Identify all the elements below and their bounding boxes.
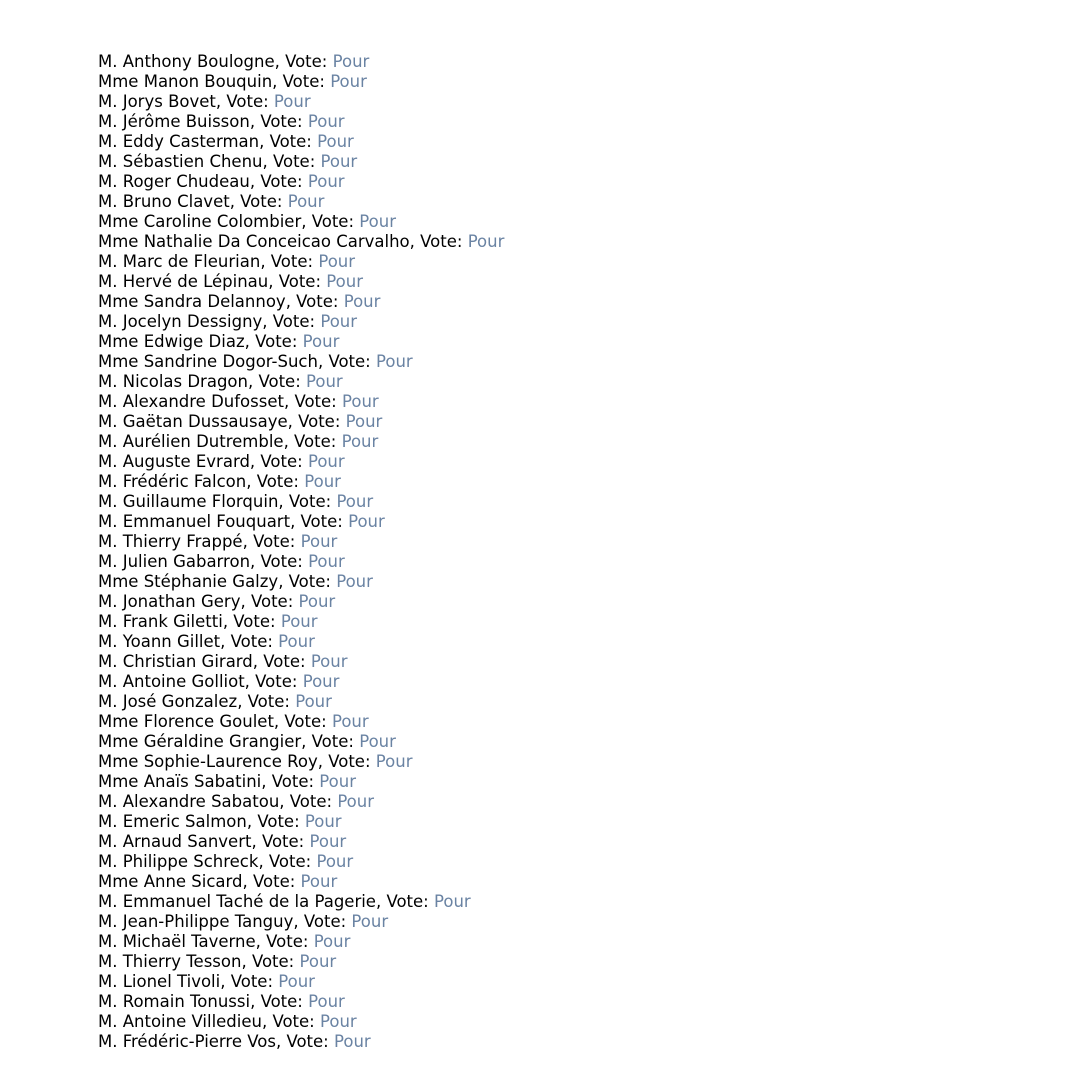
vote-row (98, 772, 504, 792)
vote-row (98, 472, 504, 492)
vote-label: , Vote: (285, 292, 344, 311)
vote-value: Pour (332, 52, 370, 71)
vote-label: , Vote: (259, 132, 318, 151)
vote-label: , Vote: (258, 852, 317, 871)
vote-row (98, 172, 504, 192)
vote-row (98, 132, 504, 152)
vote-label: , Vote: (273, 712, 332, 731)
vote-row (98, 912, 504, 932)
deputy-name: M. Emmanuel Fouquart (98, 512, 291, 531)
vote-label: , Vote: (246, 472, 305, 491)
deputy-name: M. Romain Tonussi (98, 992, 251, 1011)
deputy-name: M. Gaëtan Dussausaye (98, 412, 288, 431)
vote-row (98, 492, 504, 512)
vote-label: , Vote: (241, 952, 300, 971)
vote-value: Pour (300, 872, 338, 891)
vote-label: , Vote: (250, 552, 309, 571)
vote-row (98, 512, 504, 532)
vote-row (98, 152, 504, 172)
vote-value: Pour (313, 932, 351, 951)
deputy-name: M. Bruno Clavet (98, 192, 230, 211)
vote-label: , Vote: (249, 112, 308, 131)
deputy-name: Mme Géraldine Grangier (98, 732, 302, 751)
vote-value: Pour (359, 732, 396, 751)
vote-value: Pour (318, 252, 356, 271)
deputy-name: M. Auguste Evrard (98, 452, 250, 471)
vote-row (98, 672, 504, 692)
vote-value: Pour (343, 292, 381, 311)
vote-label: , Vote: (220, 972, 279, 991)
deputy-name: M. Aurélien Dutremble (98, 432, 284, 451)
deputy-name: Mme Sandra Delannoy (98, 292, 286, 311)
vote-label: , Vote: (242, 872, 301, 891)
vote-row (98, 412, 504, 432)
deputy-name: Mme Sandrine Dogor-Such (98, 352, 318, 371)
deputy-name: M. Arnaud Sanvert (98, 832, 252, 851)
vote-row (98, 572, 504, 592)
vote-label: , Vote: (375, 892, 434, 911)
vote-label: , Vote: (220, 632, 279, 651)
vote-value: Pour (309, 832, 347, 851)
vote-label: , Vote: (287, 412, 346, 431)
vote-label: , Vote: (246, 812, 305, 831)
deputy-name: M. Michaël Taverne (98, 932, 256, 951)
deputy-name: M. Hervé de Lépinau (98, 272, 269, 291)
vote-row (98, 532, 504, 552)
vote-value: Pour (467, 232, 505, 251)
vote-row (98, 232, 504, 252)
vote-row (98, 872, 504, 892)
vote-value: Pour (278, 972, 315, 991)
deputy-name: M. Anthony Boulogne (98, 52, 275, 71)
vote-label: , Vote: (293, 912, 352, 931)
vote-label: , Vote: (249, 452, 308, 471)
vote-row (98, 372, 504, 392)
vote-value: Pour (376, 352, 413, 371)
vote-label: , Vote: (268, 272, 327, 291)
vote-label: , Vote: (244, 672, 303, 691)
vote-row (98, 252, 504, 272)
vote-row (98, 632, 504, 652)
vote-value: Pour (331, 712, 369, 731)
vote-label: , Vote: (317, 752, 376, 771)
vote-label: , Vote: (279, 792, 338, 811)
deputy-name: Mme Edwige Diaz (98, 332, 245, 351)
deputy-name: M. Alexandre Dufosset (98, 392, 284, 411)
vote-label: , Vote: (301, 732, 360, 751)
vote-value: Pour (295, 692, 332, 711)
deputy-name: Mme Nathalie Da Conceicao Carvalho (98, 232, 410, 251)
vote-value: Pour (302, 332, 340, 351)
vote-value: Pour (304, 812, 342, 831)
deputy-name: M. Emmanuel Taché de la Pagerie (98, 892, 376, 911)
vote-label: , Vote: (261, 1012, 320, 1031)
vote-value: Pour (307, 112, 345, 131)
deputy-name: M. Thierry Tesson (98, 952, 242, 971)
vote-label: , Vote: (260, 252, 319, 271)
deputy-name: M. Eddy Casterman (98, 132, 260, 151)
vote-value: Pour (308, 992, 345, 1011)
vote-value: Pour (333, 1032, 371, 1051)
deputy-name: Mme Manon Bouquin (98, 72, 273, 91)
vote-label: , Vote: (262, 312, 321, 331)
vote-row (98, 192, 504, 212)
vote-value: Pour (316, 852, 354, 871)
deputy-name: M. Jérôme Buisson (98, 112, 250, 131)
vote-row (98, 352, 504, 372)
vote-label: , Vote: (272, 72, 331, 91)
deputy-name: M. Lionel Tivoli (98, 972, 221, 991)
vote-row (98, 652, 504, 672)
vote-label: , Vote: (244, 332, 303, 351)
deputy-name: M. Roger Chudeau (98, 172, 250, 191)
deputy-name: M. Marc de Fleurian (98, 252, 261, 271)
vote-label: , Vote: (215, 92, 274, 111)
deputy-name: M. Guillaume Florquin (98, 492, 279, 511)
vote-value: Pour (341, 432, 379, 451)
deputy-name: M. Christian Girard (98, 652, 253, 671)
vote-value: Pour (302, 672, 340, 691)
vote-row (98, 852, 504, 872)
vote-value: Pour (434, 892, 471, 911)
vote-row (98, 552, 504, 572)
vote-row (98, 812, 504, 832)
vote-value: Pour (307, 172, 345, 191)
deputy-name: M. Jocelyn Dessigny (98, 312, 263, 331)
vote-value: Pour (280, 612, 318, 631)
vote-value: Pour (304, 472, 341, 491)
vote-row (98, 992, 504, 1012)
vote-row (98, 312, 504, 332)
vote-label: , Vote: (252, 652, 311, 671)
deputy-name: M. Jorys Bovet (98, 92, 216, 111)
vote-row (98, 752, 504, 772)
vote-label: , Vote: (283, 432, 342, 451)
vote-row (98, 332, 504, 352)
deputy-name: Mme Stéphanie Galzy (98, 572, 279, 591)
deputy-name: M. Frank Giletti (98, 612, 223, 631)
deputy-name: M. Nicolas Dragon (98, 372, 248, 391)
vote-value: Pour (287, 192, 325, 211)
deputy-name: M. Frédéric-Pierre Vos (98, 1032, 276, 1051)
vote-row (98, 592, 504, 612)
vote-row (98, 952, 504, 972)
vote-value: Pour (337, 792, 375, 811)
vote-value: Pour (307, 452, 345, 471)
vote-row (98, 612, 504, 632)
vote-label: , Vote: (278, 492, 337, 511)
vote-row (98, 392, 504, 412)
vote-value: Pour (330, 72, 367, 91)
vote-label: , Vote: (229, 192, 288, 211)
vote-value: Pour (319, 772, 356, 791)
deputy-name: M. José Gonzalez (98, 692, 238, 711)
vote-row (98, 52, 504, 72)
vote-value: Pour (298, 592, 336, 611)
vote-row (98, 212, 504, 232)
vote-label: , Vote: (249, 172, 308, 191)
vote-value: Pour (336, 492, 374, 511)
vote-value: Pour (320, 312, 358, 331)
vote-row (98, 1012, 504, 1032)
vote-list (98, 52, 504, 1052)
vote-label: , Vote: (261, 772, 320, 791)
deputy-name: M. Antoine Golliot (98, 672, 245, 691)
deputy-name: M. Sébastien Chenu (98, 152, 263, 171)
vote-value: Pour (348, 512, 385, 531)
vote-row (98, 792, 504, 812)
vote-label: , Vote: (237, 692, 296, 711)
vote-row (98, 712, 504, 732)
deputy-name: M. Emeric Salmon (98, 812, 247, 831)
deputy-name: Mme Sophie-Laurence Roy (98, 752, 318, 771)
vote-row (98, 832, 504, 852)
vote-row (98, 92, 504, 112)
vote-value: Pour (317, 132, 354, 151)
vote-value: Pour (375, 752, 413, 771)
deputy-name: M. Antoine Villedieu (98, 1012, 262, 1031)
vote-row (98, 932, 504, 952)
vote-value: Pour (308, 552, 345, 571)
vote-label: , Vote: (250, 992, 309, 1011)
vote-row (98, 972, 504, 992)
deputy-name: M. Philippe Schreck (98, 852, 259, 871)
vote-value: Pour (320, 1012, 357, 1031)
vote-row (98, 432, 504, 452)
vote-label: , Vote: (317, 352, 376, 371)
vote-value: Pour (306, 372, 343, 391)
deputy-name: Mme Caroline Colombier (98, 212, 302, 231)
deputy-name: M. Alexandre Sabatou (98, 792, 280, 811)
vote-value: Pour (273, 92, 311, 111)
vote-label: , Vote: (240, 592, 299, 611)
vote-value: Pour (342, 392, 379, 411)
vote-label: , Vote: (290, 512, 349, 531)
vote-label: , Vote: (274, 52, 333, 71)
vote-label: , Vote: (262, 152, 321, 171)
vote-label: , Vote: (283, 392, 342, 411)
vote-label: , Vote: (222, 612, 281, 631)
vote-row (98, 732, 504, 752)
deputy-name: Mme Florence Goulet (98, 712, 274, 731)
vote-label: , Vote: (301, 212, 360, 231)
vote-value: Pour (336, 572, 373, 591)
vote-label: , Vote: (242, 532, 301, 551)
deputy-name: M. Julien Gabarron (98, 552, 251, 571)
vote-value: Pour (351, 912, 389, 931)
vote-label: , Vote: (278, 572, 337, 591)
deputy-name: M. Thierry Frappé (98, 532, 243, 551)
deputy-name: M. Yoann Gillet (98, 632, 221, 651)
vote-value: Pour (299, 952, 337, 971)
deputy-name: M. Jonathan Gery (98, 592, 241, 611)
vote-value: Pour (326, 272, 363, 291)
vote-row (98, 1032, 504, 1052)
vote-row (98, 892, 504, 912)
vote-label: , Vote: (275, 1032, 334, 1051)
deputy-name: Mme Anne Sicard (98, 872, 243, 891)
vote-label: , Vote: (255, 932, 314, 951)
deputy-name: M. Jean-Philippe Tanguy (98, 912, 294, 931)
vote-label: , Vote: (251, 832, 310, 851)
vote-row (98, 292, 504, 312)
vote-row (98, 112, 504, 132)
vote-row (98, 72, 504, 92)
deputy-name: Mme Anaïs Sabatini (98, 772, 262, 791)
vote-row (98, 692, 504, 712)
vote-row (98, 452, 504, 472)
deputy-name: M. Frédéric Falcon (98, 472, 247, 491)
vote-value: Pour (310, 652, 348, 671)
vote-value: Pour (320, 152, 358, 171)
vote-value: Pour (278, 632, 315, 651)
vote-label: , Vote: (409, 232, 468, 251)
vote-value: Pour (345, 412, 383, 431)
vote-row (98, 272, 504, 292)
vote-value: Pour (300, 532, 338, 551)
vote-value: Pour (359, 212, 396, 231)
vote-label: , Vote: (247, 372, 307, 391)
